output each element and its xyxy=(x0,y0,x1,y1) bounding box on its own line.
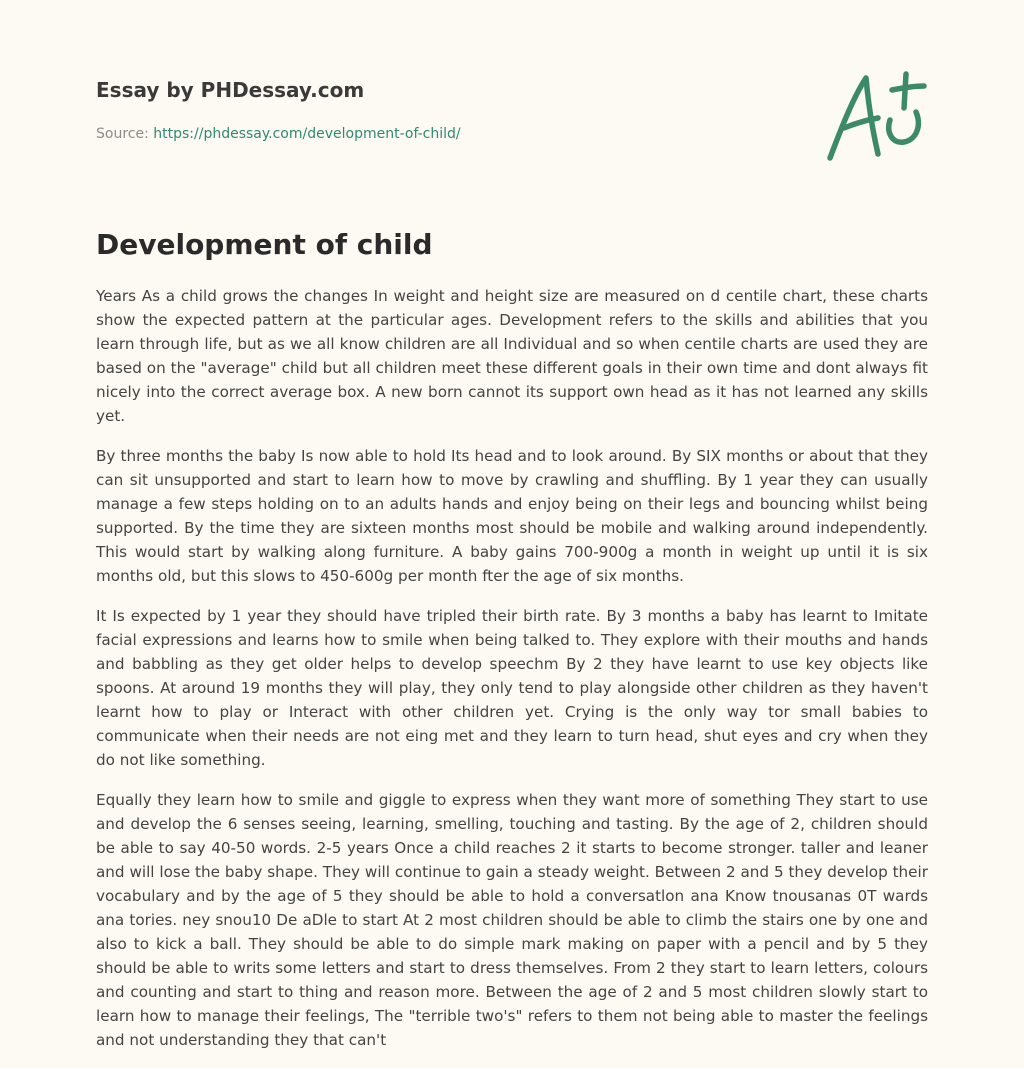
article-paragraph: Equally they learn how to smile and giggle to express when they want more of something They start to use and develop the 6 senses seeing, learning, smelling, touching and tasting. By the age of 2, children should be able to say 40-50 words. 2-5 years Once a child reaches 2 it starts to become stronger. taller and leaner and will lose the baby shape. They will continue to gain a steady weight. Between 2 and 5 they develop their vocabulary and by the age of 5 they should be able to hold a conversatlon ana Know tnousanas 0T wards ana tories. ney snou10 De aDle to start At 2 most children should be able to climb the stairs one by one and also to kick a ball. They should be able to do simple mark making on paper with a pencil and by 5 they should be able to writs some letters and start to dress themselves. From 2 they start to learn letters, colours and counting and start to thing and reason more. Between the age of 2 and 5 most children slowly start to learn how to manage their feelings, The "terrible two's" refers to them not being able to master the feelings and not understanding they that can't xyxy=(96,791,928,1049)
article-paragraph: Years As a child grows the changes In weight and height size are measured on d centile chart, these charts show the expected pattern at the particular ages. Development refers to the skills and abilities that you learn through life, but as we all know children are all Individual and so when centile charts are used they are based on the "average" child but all children meet these different goals in their own time and dont always fit nicely into the correct average box. A new born cannot its support own head as it has not learned any skills yet. xyxy=(96,287,928,425)
source-label: Source: xyxy=(96,126,149,142)
a-plus-grade-icon xyxy=(820,64,932,168)
brand-title: Essay by PHDessay.com xyxy=(96,78,365,102)
article-paragraph: It Is expected by 1 year they should have tripled their birth rate. By 3 months a baby has learnt to Imitate facial expressions and learns how to smile when being talked to. They explore with their mouths and hands and babbling as they get older helps to develop speechm By 2 they have learnt to use key objects like spoons. At around 19 months they will play, they only tend to play alongside other children as they haven't learnt how to play or Interact with other children yet. Crying is the only way tor small babies to communicate when their needs are not eing met and they learn to turn head, shut eyes and cry when they do not like something. xyxy=(96,607,928,769)
source-line xyxy=(96,124,461,144)
article-title: Development of child xyxy=(96,228,433,261)
plus-loop-stroke xyxy=(889,112,919,142)
article-body xyxy=(96,284,928,1068)
article-paragraph: By three months the baby Is now able to hold Its head and to look around. By SIX months or about that they can sit unsupported and start to learn how to move by crawling and shuffling. By 1 year they can usually manage a few steps holding on to an adults hands and enjoy being on their legs and bouncing whilst being supported. By the time they are sixteen months most should be mobile and walking around independently. This would start by walking along furniture. A baby gains 700-900g a month in weight up until it is six months old, but this slows to 450-600g per month fter the age of six months. xyxy=(96,447,928,585)
page-header xyxy=(96,76,928,142)
plus-vertical-stroke xyxy=(904,74,906,108)
plus-horizontal-stroke xyxy=(892,86,924,90)
source-link[interactable]: https://phdessay.com/development-of-child/ xyxy=(153,126,461,142)
